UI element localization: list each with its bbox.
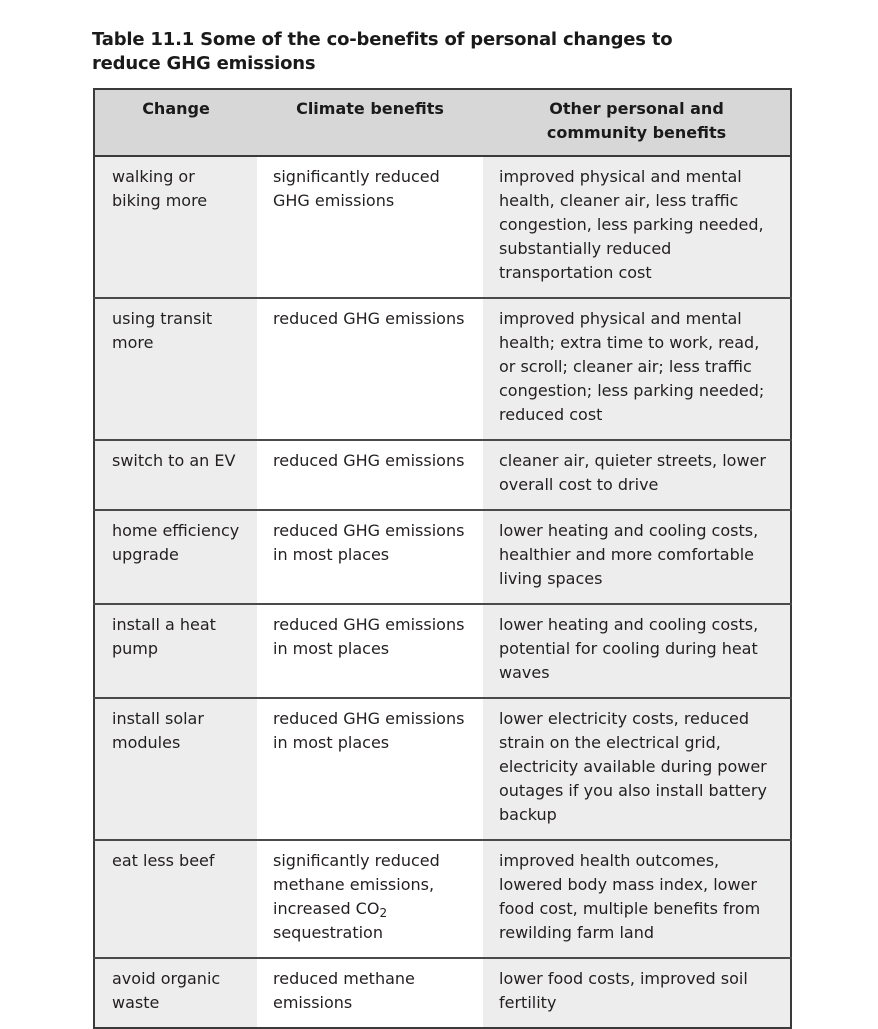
cell-climate: reduced GHG emissions in most places (257, 510, 483, 604)
cell-other: lower heating and cooling costs, healthier and more comfortable living spaces (483, 510, 791, 604)
header-row (94, 89, 791, 156)
table-row (94, 698, 791, 840)
cell-climate: reduced GHG emissions (257, 298, 483, 440)
co2-subscript: 2 (379, 906, 388, 920)
cell-climate: reduced GHG emissions (257, 440, 483, 510)
table-row (94, 840, 791, 958)
cell-change (94, 298, 257, 440)
table-caption: Table 11.1 Some of the co-benefits of personal changes to reduce GHG emissions (92, 29, 673, 74)
table-body (94, 156, 791, 1028)
cell-change-text: install solar modules (112, 709, 204, 752)
cell-climate (257, 958, 483, 1028)
table-row (94, 604, 791, 698)
cell-climate (257, 156, 483, 298)
cell-other-text: lower food costs, improved soil fertility (499, 969, 748, 1012)
cell-other: improved physical and mental health; extra time to work, read, or scroll; cleaner air; less traffic congestion; less parking needed; reduced cost (483, 298, 791, 440)
table-row (94, 440, 791, 510)
cell-other: cleaner air, quieter streets, lower overall cost to drive (483, 440, 791, 510)
cell-change: home efficiency upgrade (94, 510, 257, 604)
cell-change-text: using transit more (112, 309, 213, 352)
cell-change: switch to an EV (94, 440, 257, 510)
table-header (94, 89, 791, 156)
cell-change-text: walking or biking more (112, 167, 208, 210)
cell-other (483, 958, 791, 1028)
header-climate-benefits: Climate benefits (257, 89, 483, 156)
cell-change (94, 604, 257, 698)
cell-climate: reduced GHG emissions in most places (257, 698, 483, 840)
cell-change: eat less beef (94, 840, 257, 958)
co-benefits-table (93, 88, 792, 1029)
table-row (94, 298, 791, 440)
cell-change (94, 958, 257, 1028)
climate-text-main: significantly reduced methane emissions, increased CO (273, 851, 440, 918)
cell-climate: reduced GHG emissions in most places (257, 604, 483, 698)
cell-change-text: avoid organic waste (112, 969, 221, 1012)
cell-other: lower electricity costs, reduced strain on the electrical grid, electricity available during power outages if you also install battery backup (483, 698, 791, 840)
cell-change (94, 156, 257, 298)
header-other-benefits-text: Other personal and community benefits (546, 99, 727, 142)
cell-climate-text: significantly reduced GHG emissions (273, 167, 440, 210)
table-row (94, 958, 791, 1028)
cell-other: improved health outcomes, lowered body mass index, lower food cost, multiple benefits from rewilding farm land (483, 840, 791, 958)
cell-climate-text: reduced methane emissions (273, 969, 415, 1012)
cell-change (94, 698, 257, 840)
table-row (94, 510, 791, 604)
cell-climate (257, 840, 483, 958)
cell-change-text: install a heat pump (112, 615, 216, 658)
table-row (94, 156, 791, 298)
header-change: Change (94, 89, 257, 156)
header-other-benefits (483, 89, 791, 156)
cell-other: improved physical and mental health, cleaner air, less traffic congestion, less parking needed, substantially reduced transportation cost (483, 156, 791, 298)
climate-text-end: sequestration (273, 923, 383, 942)
cell-other: lower heating and cooling costs, potential for cooling during heat waves (483, 604, 791, 698)
